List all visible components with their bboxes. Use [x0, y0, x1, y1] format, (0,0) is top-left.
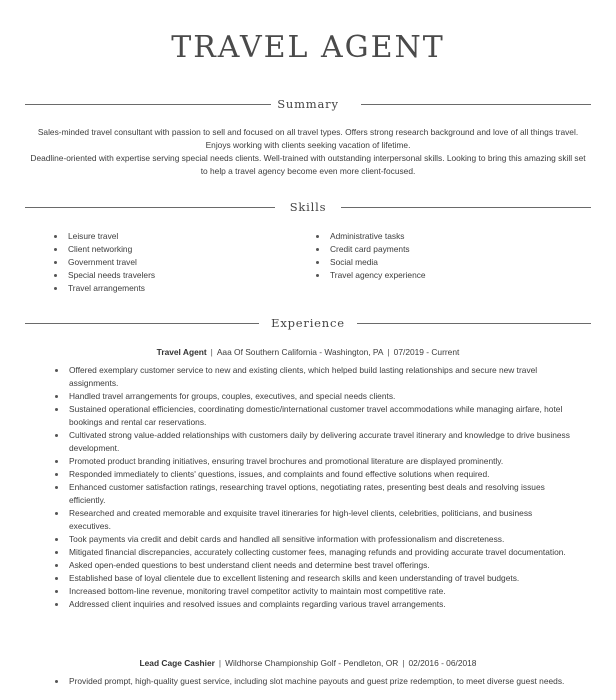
bullet-item: Offered exemplary customer service to new and existing clients, which helped build lasting relationships and secure new travel assignments. — [54, 364, 574, 390]
skills-list-right — [315, 230, 555, 282]
experience-section-header — [25, 316, 591, 330]
skill-item: Special needs travelers — [53, 269, 293, 282]
bullet-item: Promoted product branding initiatives, ensuring travel brochures and promotional literature are displayed prominently. — [54, 455, 574, 468]
skills-list-left — [53, 230, 293, 295]
bullet-item: Increased bottom-line revenue, monitoring travel competitor activity to maintain most competitive rate. — [54, 585, 574, 598]
skill-item: Administrative tasks — [315, 230, 555, 243]
bullet-item: Provided prompt, high-quality guest service, including slot machine payouts and guest prize redemption, to meet diverse guest needs. — [54, 675, 574, 688]
job-title: Lead Cage Cashier — [139, 658, 215, 668]
job-bullets — [54, 364, 574, 611]
summary-heading: Summary — [277, 97, 339, 111]
resume-name: TRAVEL AGENT — [171, 30, 445, 65]
bullet-item: Handled travel arrangements for groups, couples, executives, and special needs clients. — [54, 390, 574, 403]
summary-paragraph: Sales-minded travel consultant with passion to sell and focused on all travel types. Offers strong research background and love of all things travel. Enjoys working with clients seeking vacation of lifetime. — [37, 127, 579, 150]
bullet-item: Researched and created memorable and exquisite travel itineraries for high-level clients, celebrities, politicians, and business executives. — [54, 507, 574, 533]
bullet-item: Enhanced customer satisfaction ratings, researching travel options, negotiating rates, presenting best deals and resolving issues efficiently. — [54, 481, 574, 507]
job-dates: 02/2016 - 06/2018 — [408, 658, 477, 668]
separator: | — [210, 347, 213, 357]
skill-item: Client networking — [53, 243, 293, 256]
skills-heading: Skills — [289, 200, 327, 214]
separator: | — [402, 658, 405, 668]
skill-item: Credit card payments — [315, 243, 555, 256]
skill-item: Government travel — [53, 256, 293, 269]
separator: | — [218, 658, 222, 668]
skills-section-header — [25, 200, 591, 214]
skill-item: Leisure travel — [53, 230, 293, 243]
job-company: Wildhorse Championship Golf - Pendleton, OR — [225, 658, 399, 668]
job-title: Travel Agent — [156, 347, 207, 357]
bullet-item: Cultivated strong value-added relationships with customers daily by delivering accurate travel itinerary and knowledge to drive business development. — [54, 429, 574, 455]
separator: | — [387, 347, 390, 357]
summary-text — [30, 126, 586, 178]
bullet-item: Established base of loyal clientele due to excellent listening and research skills and keen understanding of travel budgets. — [54, 572, 574, 585]
bullet-item: Responded immediately to clients' questions, issues, and complaints and found effective solutions when required. — [54, 468, 574, 481]
job-header — [0, 347, 616, 357]
summary-paragraph: Deadline-oriented with expertise serving special needs clients. Well-trained with outstanding interpersonal skills. Looking to bring this amazing skill set to help a travel agency become even more client-focused. — [30, 153, 586, 176]
summary-section-header — [25, 97, 591, 111]
bullet-item: Sustained operational efficiencies, coordinating domestic/international customer travel accommodations while managing airfare, hotel bookings and rental car reservations. — [54, 403, 574, 429]
skill-item: Travel agency experience — [315, 269, 555, 282]
job-company: Aaa Of Southern California - Washington, PA — [216, 347, 384, 357]
job-bullets — [54, 675, 574, 688]
skill-item: Social media — [315, 256, 555, 269]
skill-item: Travel arrangements — [53, 282, 293, 295]
job-header — [0, 658, 616, 668]
experience-heading: Experience — [271, 316, 345, 330]
bullet-item: Mitigated financial discrepancies, accurately collecting customer fees, managing refunds and providing accurate travel documentation. — [54, 546, 574, 559]
bullet-item: Addressed client inquiries and resolved issues and complaints regarding various travel arrangements. — [54, 598, 574, 611]
bullet-item: Asked open-ended questions to best understand client needs and determine best travel offerings. — [54, 559, 574, 572]
job-dates: 07/2019 - Current — [393, 347, 460, 357]
bullet-item: Took payments via credit and debit cards and handled all sensitive information with professionalism and discreteness. — [54, 533, 574, 546]
